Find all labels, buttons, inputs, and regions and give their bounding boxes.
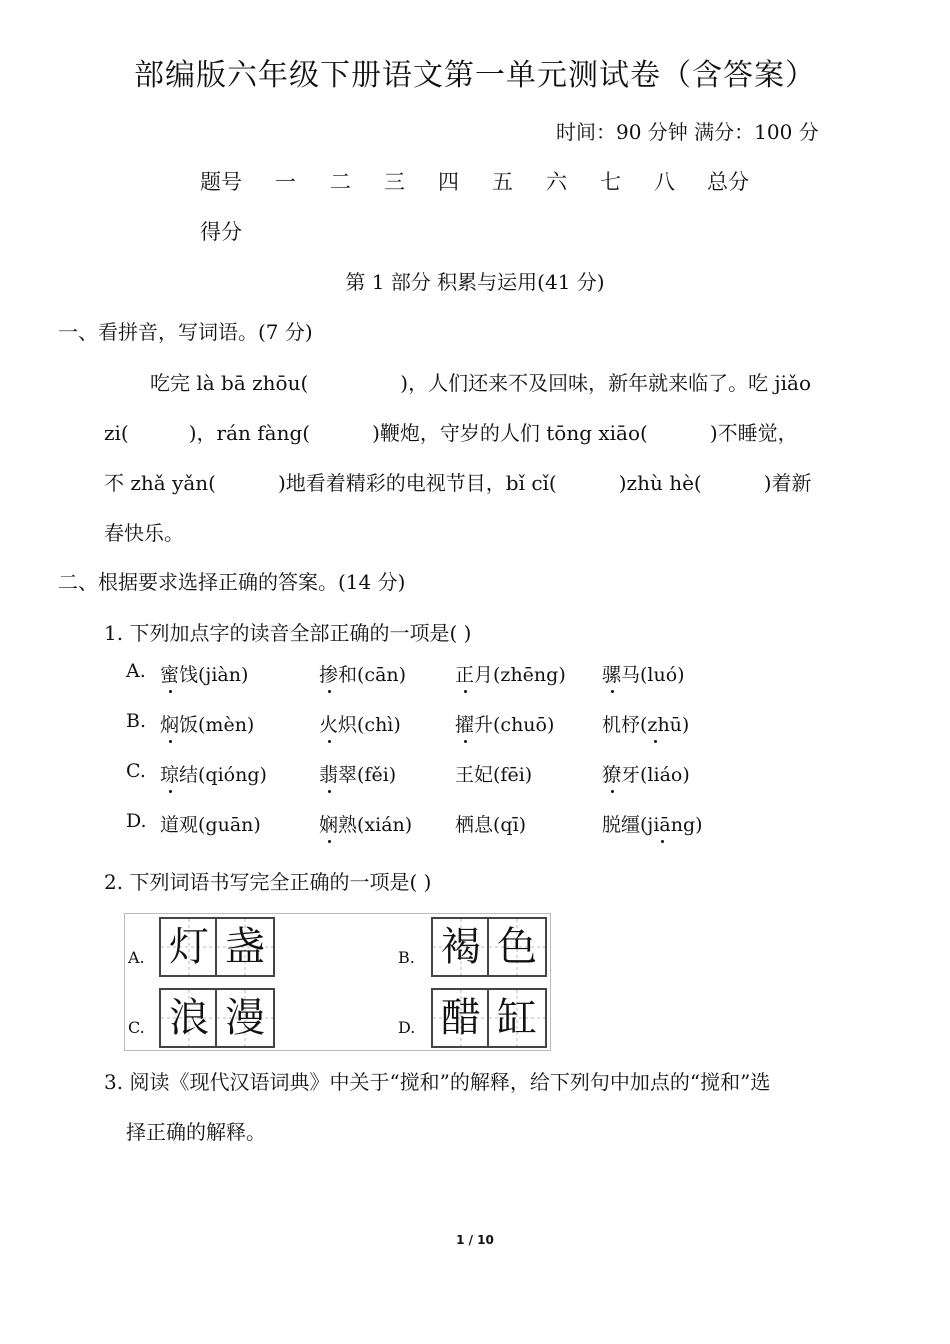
option-reading: 马(luó) [621, 664, 685, 686]
option-reading: 息(qī) [474, 814, 527, 836]
dotted-char: 掺 [319, 664, 339, 686]
option-reading: 饯(jiàn) [179, 664, 249, 686]
option-label: C. [126, 760, 146, 782]
score-header-cell: 五 [492, 170, 513, 194]
option-word [602, 710, 689, 737]
option-word [455, 660, 566, 687]
option-row-a[interactable] [0, 660, 950, 690]
option-char: 王 [455, 764, 475, 786]
grid-option-label: A. [128, 948, 145, 967]
tian-grid-cell [159, 917, 219, 977]
dotted-char: 正 [455, 664, 475, 686]
option-reading: 升(chuō) [474, 714, 555, 736]
tian-grid-cell [431, 917, 491, 977]
option-reading: 观(guān) [179, 814, 261, 836]
option-char: 栖 [455, 814, 475, 836]
tian-grid-cell [487, 917, 547, 977]
tian-grid-cell [159, 988, 219, 1048]
dotted-char: 娴 [319, 814, 339, 836]
grid-char: 色 [497, 924, 537, 970]
q1-text: )不睡觉， [709, 421, 798, 445]
score-header-cell: 四 [438, 170, 459, 194]
option-char: 机 [602, 714, 622, 736]
option-word [455, 710, 554, 737]
option-reading: 翠(fěi) [338, 764, 397, 786]
score-header-cell: 二 [330, 170, 351, 194]
dotted-reading: 缰(jiāng) [621, 814, 703, 836]
score-header-cell: 八 [654, 170, 675, 194]
option-word [160, 810, 261, 837]
option-word [455, 810, 526, 837]
q2-sub3-line2: 择正确的解释。 [126, 1120, 266, 1144]
option-label: D. [126, 810, 147, 832]
option-reading: 和(cān) [338, 664, 407, 686]
q1-line-4: 春快乐。 [104, 521, 184, 545]
option-word [602, 660, 685, 687]
grid-char: 浪 [169, 995, 209, 1041]
part-heading: 第 1 部分 积累与运用(41 分) [345, 270, 605, 294]
q2-sub3-line1: 3. 阅读《现代汉语词典》中关于“搅和”的解释，给下列句中加点的“搅和”选 [104, 1070, 771, 1094]
tian-grid-cell [431, 988, 491, 1048]
option-reading: 饭(mèn) [179, 714, 255, 736]
q1-text: )着新 [763, 471, 812, 495]
option-row-b[interactable] [0, 710, 950, 740]
score-header-cell: 总分 [707, 170, 749, 194]
option-reading: 月(zhēng) [474, 664, 566, 686]
dotted-char: 焖 [160, 714, 180, 736]
q2-sub1: 1. 下列加点字的读音全部正确的一项是( ) [104, 621, 472, 645]
score-header-cell: 七 [600, 170, 621, 194]
grid-option-label: D. [398, 1018, 416, 1037]
option-reading: 熟(xián) [338, 814, 413, 836]
q1-text: 不 zhǎ yǎn( [104, 471, 216, 495]
option-word [160, 760, 267, 787]
option-reading: 炽(chì) [338, 714, 401, 736]
tian-grid-cell [215, 988, 275, 1048]
dotted-char: 火 [319, 714, 339, 736]
score-table-header [0, 166, 950, 196]
dotted-char: 骡 [602, 664, 622, 686]
option-word [160, 710, 254, 737]
option-row-c[interactable] [0, 760, 950, 790]
option-word [319, 760, 396, 787]
q1-text: zi( [104, 421, 129, 445]
option-char: 脱 [602, 814, 622, 836]
dotted-char: 翡 [319, 764, 339, 786]
q1-text: )，人们还来不及回味，新年就来临了。吃 jiǎo [400, 371, 811, 395]
grid-char: 灯 [169, 924, 209, 970]
option-reading: 妃(fēi) [474, 764, 533, 786]
q1-text: )鞭炮，守岁的人们 tōng xiāo( [372, 421, 648, 445]
score-header-cell: 三 [384, 170, 405, 194]
score-row-label: 得分 [200, 220, 242, 244]
q1-line-3 [104, 467, 812, 496]
option-word [602, 760, 690, 787]
option-word [319, 710, 401, 737]
word-grid-figure [124, 913, 551, 1051]
dotted-char: 獠 [602, 764, 622, 786]
score-header-cell: 六 [546, 170, 567, 194]
option-word [160, 660, 248, 687]
q1-heading: 一、看拼音，写词语。(7 分) [58, 320, 313, 344]
q1-text: )地看着精彩的电视节目，bǐ cǐ( [277, 471, 557, 495]
dotted-char: 琼 [160, 764, 180, 786]
score-header-cell: 题号 [200, 170, 242, 194]
dotted-reading: 杼(zhū) [621, 714, 690, 736]
q1-text: )，rán fàng( [188, 421, 311, 445]
q1-line-2 [104, 417, 798, 446]
option-label: A. [126, 660, 146, 682]
grid-char: 醋 [441, 995, 481, 1041]
grid-option-label: C. [128, 1018, 145, 1037]
option-word [319, 810, 412, 837]
score-header-cell: 一 [275, 170, 296, 194]
option-word [602, 810, 703, 837]
tian-grid-cell [487, 988, 547, 1048]
q1-text: 吃完 là bā zhōu( [150, 371, 309, 395]
option-reading: 结(qióng) [179, 764, 267, 786]
option-char: 道 [160, 814, 180, 836]
option-label: B. [126, 710, 147, 732]
grid-char: 褐 [441, 924, 481, 970]
tian-grid-cell [215, 917, 275, 977]
dotted-char: 蜜 [160, 664, 180, 686]
grid-char: 盏 [225, 924, 265, 970]
exam-meta: 时间：90 分钟 满分：100 分 [556, 120, 819, 144]
page-title: 部编版六年级下册语文第一单元测试卷（含答案） [134, 58, 816, 93]
q2-heading: 二、根据要求选择正确的答案。(14 分) [58, 570, 406, 594]
grid-option-label: B. [398, 948, 415, 967]
page-number: 1 / 10 [456, 1233, 494, 1247]
q2-sub2: 2. 下列词语书写完全正确的一项是( ) [104, 870, 432, 894]
option-reading: 牙(liáo) [621, 764, 690, 786]
option-row-d[interactable] [0, 810, 950, 840]
grid-char: 缸 [497, 995, 537, 1041]
option-word [319, 660, 406, 687]
grid-char: 漫 [225, 995, 265, 1041]
q1-line-1 [150, 367, 811, 396]
q1-text: )zhù hè( [618, 471, 702, 495]
option-word [455, 760, 532, 787]
dotted-char: 擢 [455, 714, 475, 736]
